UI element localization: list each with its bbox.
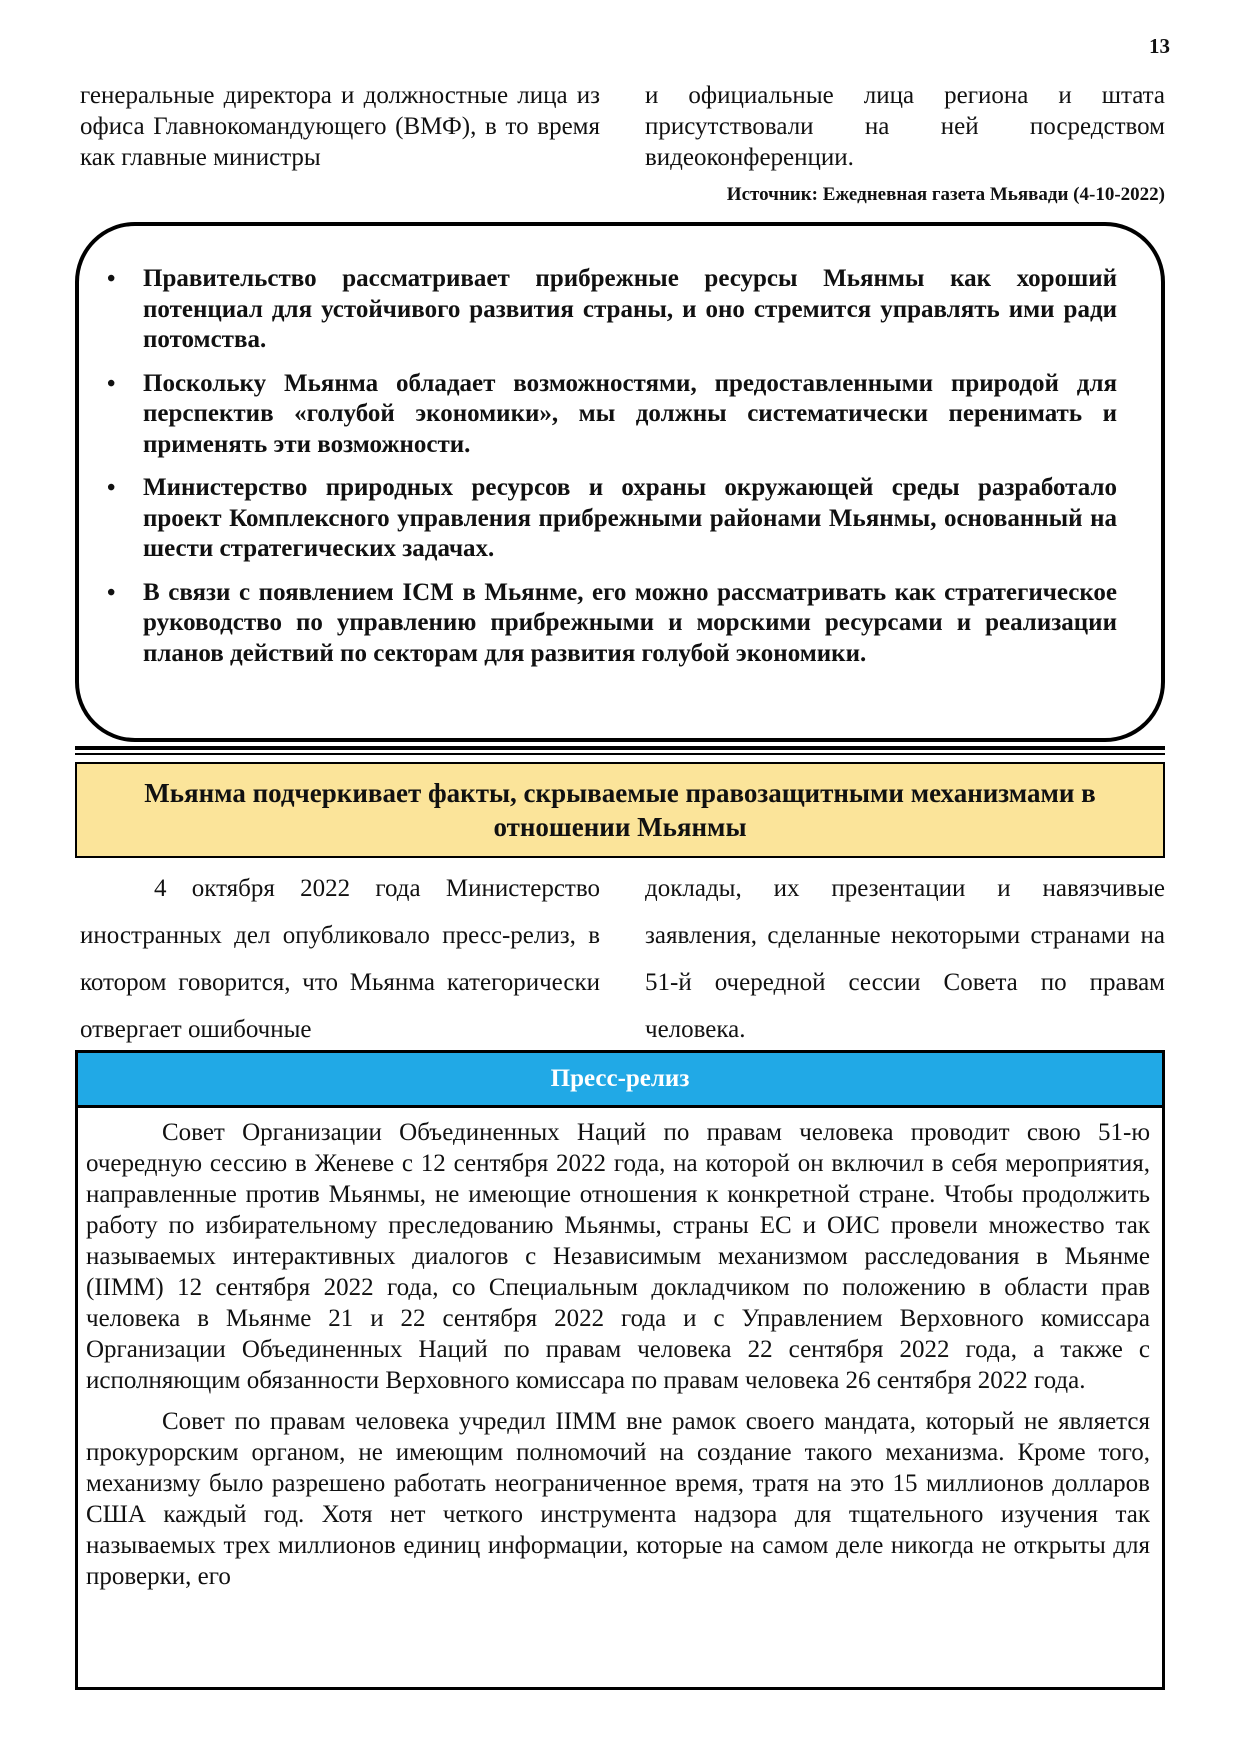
bullet-icon: • (107, 266, 116, 292)
press-release-paragraph: Совет Организации Объединенных Наций по правам человека проводит свою 51-ю очередную сессию в Женеве с 12 сентября 2022 года, на которой он включил в себя мероприятия, направленные против Мьянмы, не имеющие отношения к конкретной стране. Чтобы продолжить работу по избирательному преследованию Мьянмы, страны ЕС и ОИС провели множество так называемых интерактивных диалогов с Независимым механизмом расследования в Мьянме (IIMM) 12 сентября 2022 года, со Специальным докладчиком по положению в области прав человека в Мьянме 21 и 22 сентября 2022 года и с Управлением Верховного комиссара Организации Объединенных Наций по правам человека 22 сентября 2022 года, а также с исполняющим обязанности Верховного комиссара по правам человека 26 сентября 2022 года. (86, 1119, 1150, 1394)
article-columns (80, 865, 1165, 1053)
bullet-icon: • (107, 475, 116, 501)
summary-bullet-item: • Поскольку Мьянма обладает возможностями, предоставленными природой для перспектив «голубой экономики», мы должны систематически перенимать и применять эти возможности. (107, 369, 1117, 458)
page-number: 13 (1149, 34, 1170, 58)
section-divider (75, 746, 1165, 750)
summary-bullet-item: • В связи с появлением ICM в Мьянме, его можно рассматривать как стратегическое руководство по управлению прибрежными и морскими ресурсами и реализации планов действий по секторам для развития голубой экономики. (107, 578, 1117, 667)
summary-list (107, 264, 1117, 682)
press-release-body (86, 1117, 1150, 1681)
bullet-icon: • (107, 579, 116, 606)
summary-bullet-item: • Министерство природных ресурсов и охраны окружающей среды разработало проект Комплексного управления прибрежными районами Мьянмы, основанный на шести стратегических задачах. (107, 474, 1117, 562)
source-citation: Источник: Ежедневная газета Мьявади (4-10-2022) (726, 184, 1165, 205)
article-column-2: доклады, их презентации и навязчивые заявления, сделанные некоторыми странами на 51-й очередной сессии Совета по правам человека. (645, 875, 1165, 1043)
press-release-header: Пресс-релиз (78, 1053, 1162, 1108)
press-release-box (75, 1050, 1165, 1690)
article-headline: Мьянма подчеркивает факты, скрываемые правозащитными механизмами в отношении Мьянмы (75, 762, 1165, 858)
summary-box (75, 222, 1165, 742)
bullet-icon: • (107, 370, 116, 397)
summary-bullet-item: • Правительство рассматривает прибрежные ресурсы Мьянмы как хороший потенциал для устойчивого развития страны, и оно стремится управлять ими ради потомства. (107, 265, 1117, 353)
top-article-column-1: генеральные директора и должностные лица из офиса Главнокомандующего (ВМФ), в то время как главные министры (80, 82, 600, 171)
section-divider (75, 753, 1165, 755)
top-article-column-2: и официальные лица региона и штата присутствовали на ней посредством видеоконференции. (645, 82, 1165, 171)
top-article-columns (80, 80, 1165, 173)
article-column-1: 4 октября 2022 года Министерство иностранных дел опубликовало пресс-релиз, в котором говорится, что Мьянма категорически отвергает ошибочные (80, 875, 600, 1043)
press-release-paragraph: Совет по правам человека учредил IIMM вне рамок своего мандата, который не является прокурорским органом, не имеющим полномочий на создание такого механизма. Кроме того, механизму было разрешено работать неограниченное время, тратя на это 15 миллионов долларов США каждый год. Хотя нет четкого инструмента надзора для тщательного изучения так называемых трех миллионов единиц информации, которые на самом деле никогда не открыты для проверки, его (86, 1408, 1150, 1590)
